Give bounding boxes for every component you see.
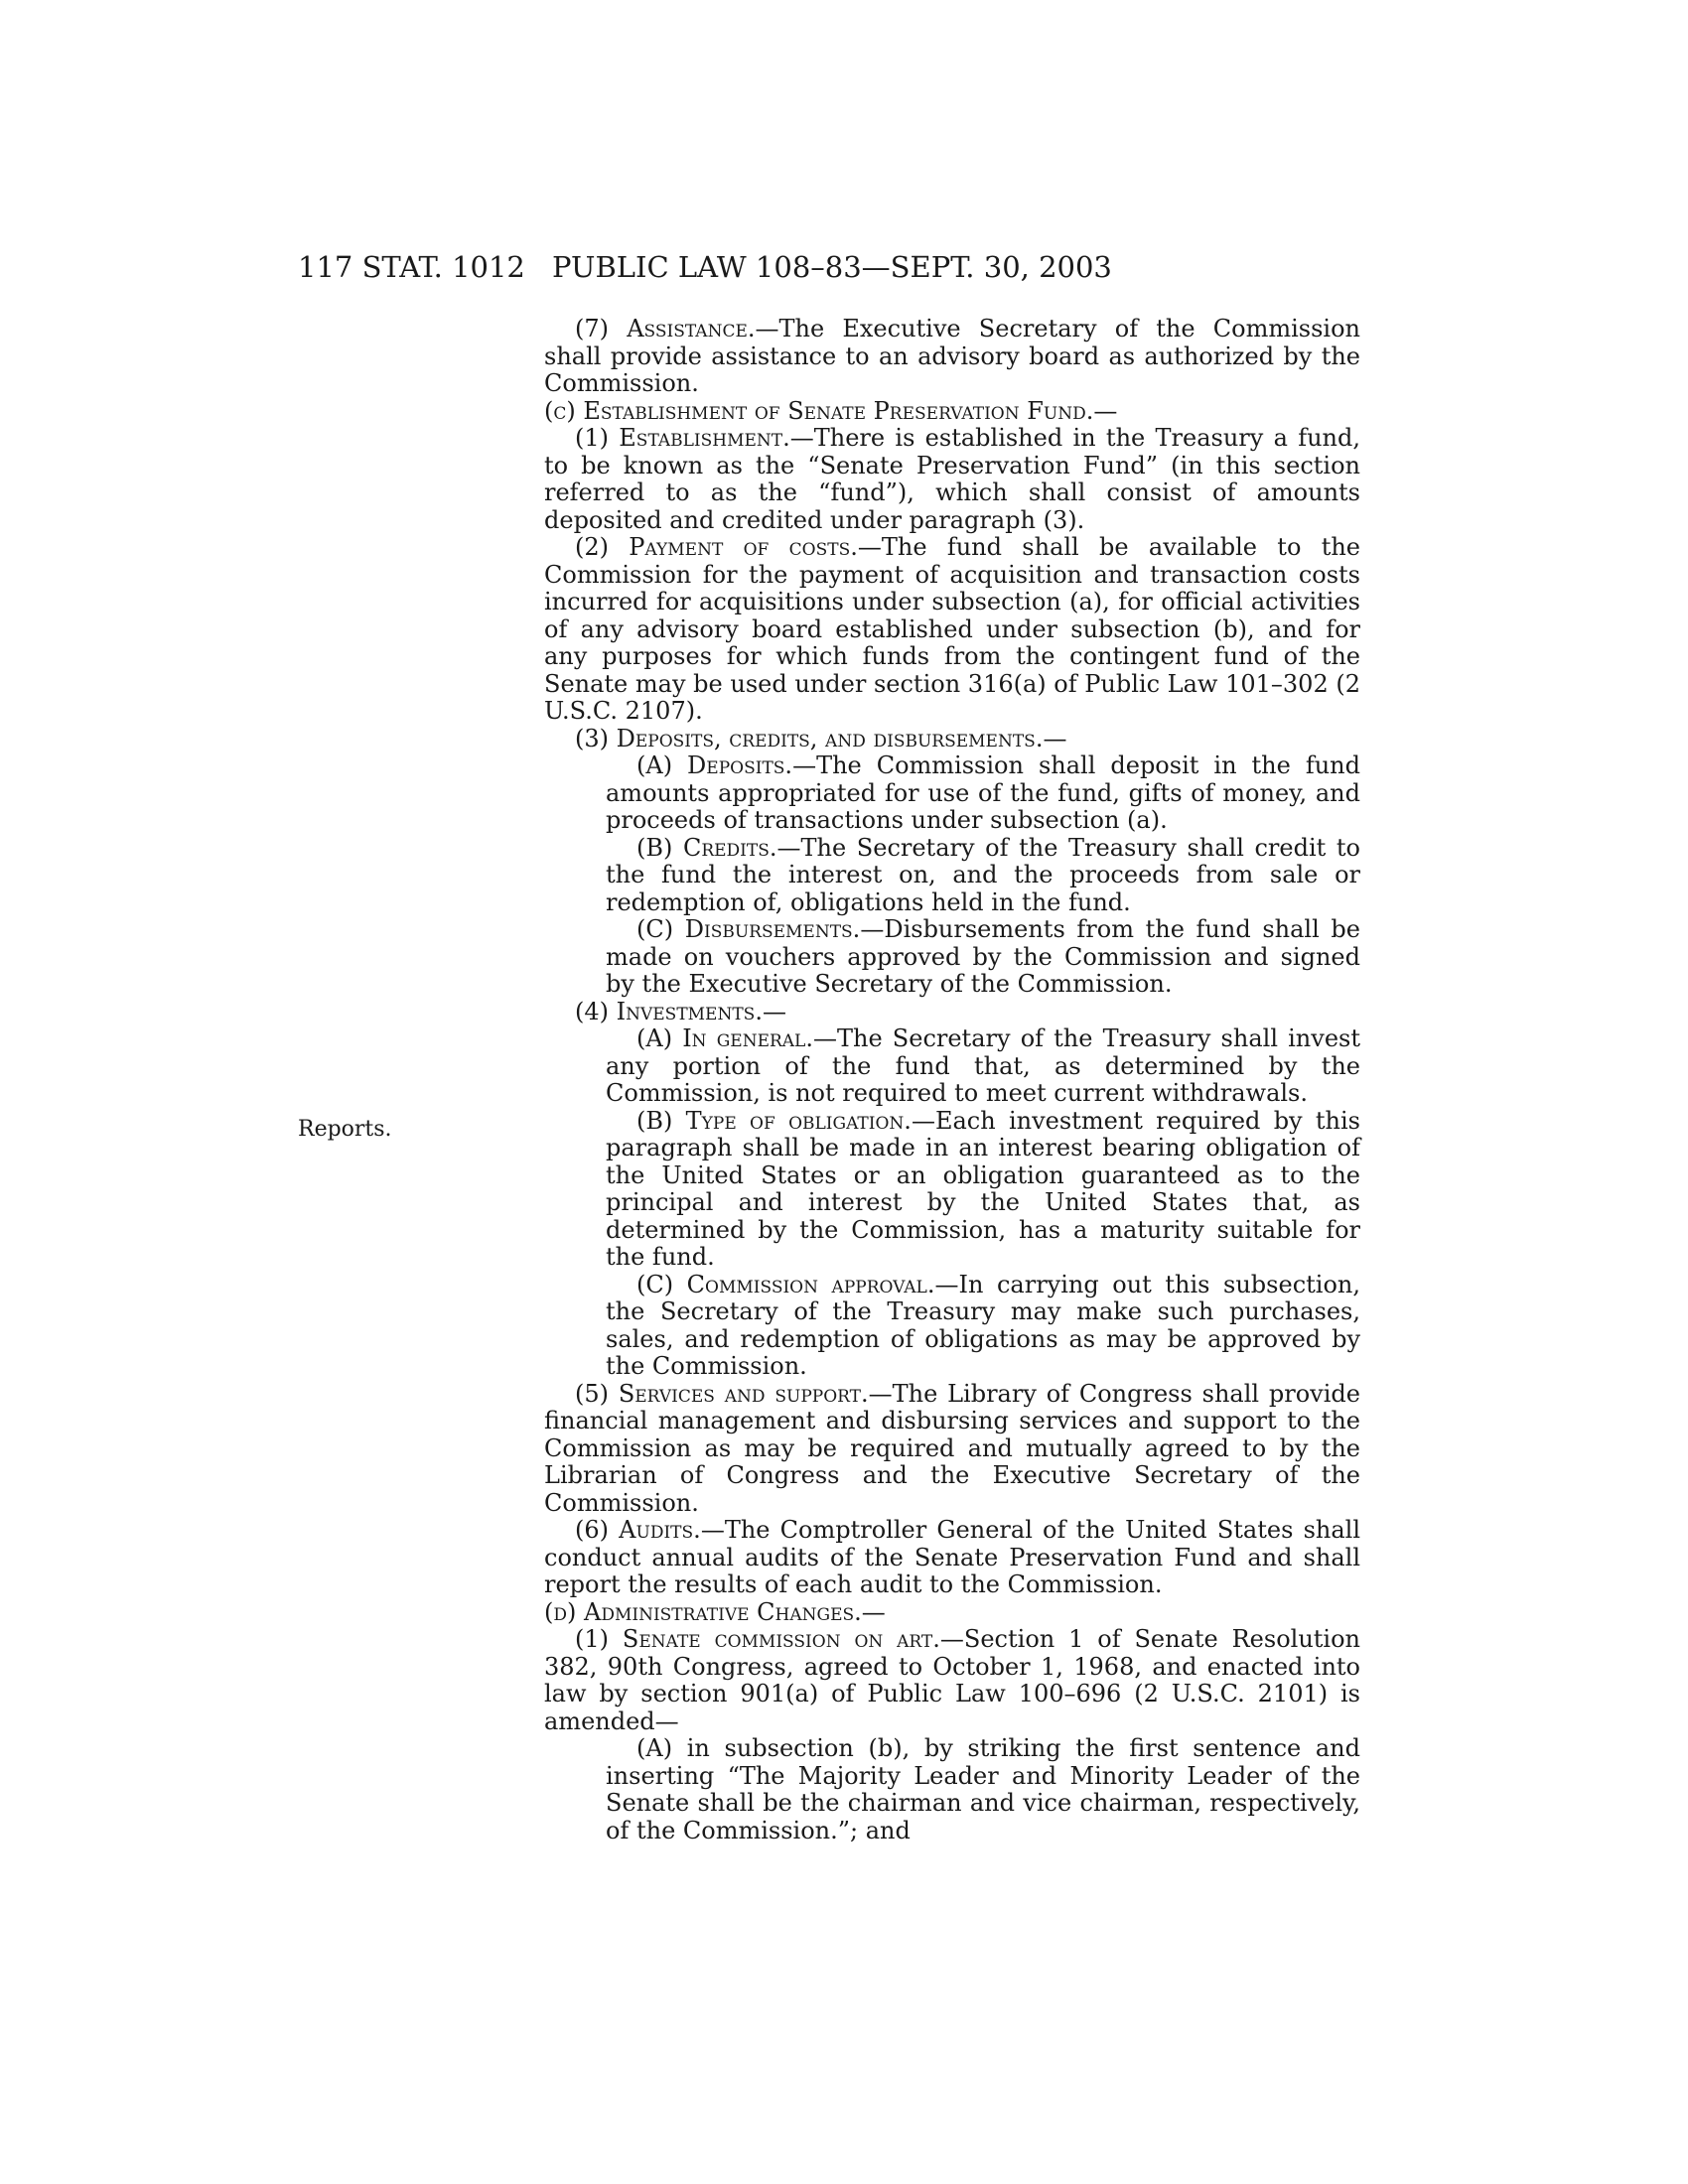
paragraph-c1 [544, 425, 1360, 534]
subparagraph-heading: (B) Type of obligation. [636, 1106, 912, 1135]
paragraph-text: — [1093, 396, 1118, 425]
subparagraph-c4b [544, 1108, 1360, 1272]
subsection-heading: (c) Establishment of Senate Preservation Fund. [544, 396, 1094, 425]
paragraph-text: —The fund shall be available to the Commission for the payment of acquisition and transaction costs incurred for acquisitions under subsection (a), for official activities of any advisory board established under subsection (b), and for any purposes for which funds from the contingent fund of the Senate may be used under section 316(a) of Public Law 101–302 (2 U.S.C. 2107). [544, 533, 1361, 725]
subparagraph-heading: (B) Credits. [636, 833, 777, 862]
paragraph-text: —The Executive Secretary of the Commission shall provide assistance to an advisory board as authorized by the Commission. [544, 315, 1361, 397]
subparagraph-c3a [544, 752, 1360, 835]
paragraph-text: —The Commission shall deposit in the fund amounts appropriated for use of the fund, gifts of money, and proceeds of transactions under subsection (a). [606, 751, 1360, 834]
paragraph-c5 [544, 1381, 1360, 1518]
paragraph-text: —The Library of Congress shall provide financial management and disbursing services and support to the Commission as may be required and mutually agreed to by the Librarian of Congress and the Executive Secretary of the Commission. [544, 1379, 1360, 1517]
paragraph-c2 [544, 534, 1360, 726]
paragraph-heading: (1) Establishment. [575, 424, 790, 452]
paragraph-text: —In carrying out this subsection, the Secretary of the Treasury may make such purchases, sales, and redemption of obligations as may be approved by the Commission. [606, 1270, 1360, 1380]
subsection-d [544, 1599, 1360, 1627]
subparagraph-c3c [544, 916, 1360, 999]
margin-note-reports: Reports. [298, 1117, 392, 1142]
paragraph-text: —There is established in the Treasury a fund, to be known as the “Senate Preservation Fund” (in this section referred to as the “fund”), which shall consist of amounts deposited and credited under paragraph (3). [544, 424, 1360, 534]
paragraph-heading: (1) Senate commission on art. [575, 1625, 940, 1653]
paragraph-text: — [762, 997, 786, 1025]
statute-page-number: 117 STAT. 1012 [298, 250, 525, 284]
subparagraph-d1a [544, 1735, 1360, 1844]
subparagraph-heading: (A) In general. [636, 1024, 813, 1052]
paragraph-text: —Disbursements from the fund shall be made on vouchers approved by the Commission and signed by the Executive Secretary of the Commission. [606, 915, 1360, 998]
paragraph-7 [544, 316, 1360, 398]
subsection-heading: (d) Administrative Changes. [544, 1597, 862, 1626]
subparagraph-heading: (C) Commission approval. [636, 1270, 935, 1298]
paragraph-heading: (4) Investments. [575, 997, 763, 1025]
subparagraph-heading: (A) Deposits. [636, 751, 793, 779]
paragraph-text: —Section 1 of Senate Resolution 382, 90th Congress, agreed to October 1, 1968, and enacted into law by section 901(a) of Public Law 100–696 (2 U.S.C. 2101) is amended— [544, 1625, 1360, 1735]
subparagraph-heading: (C) Disbursements. [636, 915, 861, 943]
paragraph-c3 [544, 726, 1360, 753]
paragraph-text: (A) in subsection (b), by striking the first sentence and inserting “The Majority Leader and Minority Leader of the Senate shall be the chairman and vice chairman, respectively, of the Commission.”; and [606, 1734, 1360, 1844]
paragraph-text: — [861, 1597, 886, 1626]
statute-body [544, 316, 1360, 1844]
paragraph-text: — [1043, 724, 1067, 752]
paragraph-heading: (6) Audits. [575, 1516, 701, 1544]
paragraph-heading: (5) Services and support. [575, 1379, 869, 1408]
paragraph-heading: (3) Deposits, credits, and disbursements. [575, 724, 1044, 752]
subparagraph-c4a [544, 1025, 1360, 1108]
paragraph-heading: (7) Assistance. [575, 315, 756, 342]
paragraph-c4 [544, 999, 1360, 1026]
subparagraph-c4c [544, 1272, 1360, 1381]
paragraph-d1 [544, 1626, 1360, 1735]
paragraph-heading: (2) Payment of costs. [575, 533, 858, 561]
paragraph-text: —Each investment required by this paragraph shall be made in an interest bearing obligation of the United States or an obligation guaranteed as to the principal and interest by the United States that, as determined by the Commission, has a maturity suitable for the fund. [606, 1106, 1361, 1271]
running-header: PUBLIC LAW 108–83—SEPT. 30, 2003 [552, 250, 1112, 284]
paragraph-text: —The Comptroller General of the United States shall conduct annual audits of the Senate Preservation Fund and shall report the results of each audit to the Commission. [544, 1516, 1360, 1598]
paragraph-text: —The Secretary of the Treasury shall invest any portion of the fund that, as determined by the Commission, is not required to meet current withdrawals. [606, 1024, 1360, 1107]
subparagraph-c3b [544, 835, 1360, 917]
subsection-c [544, 398, 1360, 426]
paragraph-c6 [544, 1517, 1360, 1599]
paragraph-text: —The Secretary of the Treasury shall credit to the fund the interest on, and the proceeds from sale or redemption of, obligations held in the fund. [606, 833, 1360, 916]
